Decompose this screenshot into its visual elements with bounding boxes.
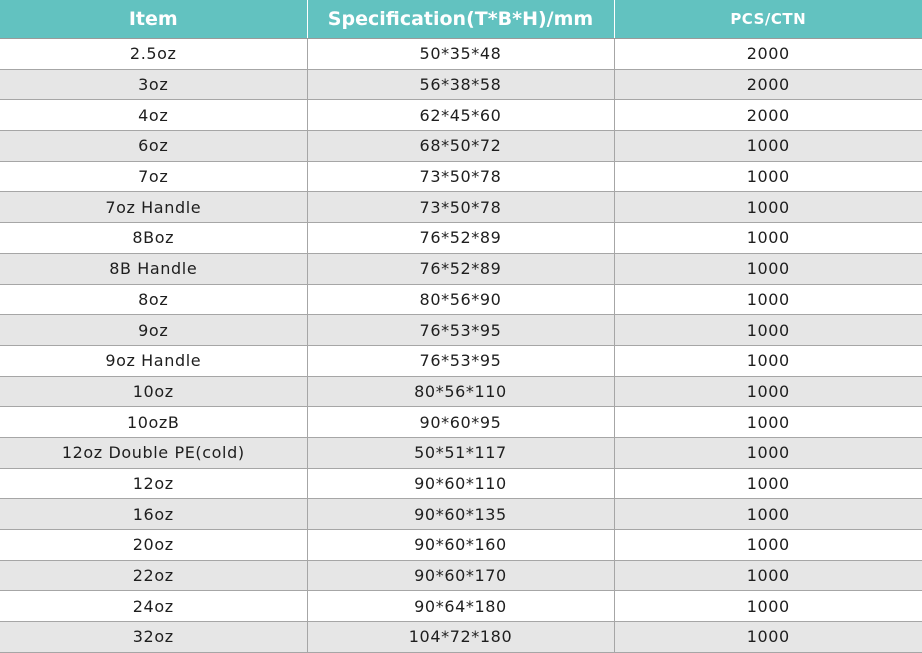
table-row bbox=[0, 253, 922, 284]
cell-pcs-ctn: 1000 bbox=[614, 499, 922, 530]
cell-specification: 76*52*89 bbox=[307, 223, 614, 254]
table-header bbox=[0, 0, 922, 39]
table-row bbox=[0, 345, 922, 376]
cell-specification: 80*56*90 bbox=[307, 284, 614, 315]
cell-pcs-ctn: 1000 bbox=[614, 376, 922, 407]
table-body bbox=[0, 39, 922, 653]
cell-specification: 90*64*180 bbox=[307, 591, 614, 622]
table-row bbox=[0, 407, 922, 438]
cell-item: 10oz bbox=[0, 376, 307, 407]
cell-item: 16oz bbox=[0, 499, 307, 530]
cell-specification: 90*60*110 bbox=[307, 468, 614, 499]
table-row bbox=[0, 499, 922, 530]
table-row bbox=[0, 161, 922, 192]
table-row bbox=[0, 376, 922, 407]
cell-item: 12oz bbox=[0, 468, 307, 499]
cell-item: 22oz bbox=[0, 560, 307, 591]
table-row bbox=[0, 591, 922, 622]
table-row bbox=[0, 223, 922, 254]
cell-specification: 76*52*89 bbox=[307, 253, 614, 284]
cell-item: 7oz Handle bbox=[0, 192, 307, 223]
table-row bbox=[0, 622, 922, 653]
cell-item: 2.5oz bbox=[0, 39, 307, 70]
cell-item: 24oz bbox=[0, 591, 307, 622]
cell-item: 9oz bbox=[0, 315, 307, 346]
table-row bbox=[0, 468, 922, 499]
cell-specification: 73*50*78 bbox=[307, 161, 614, 192]
cell-specification: 104*72*180 bbox=[307, 622, 614, 653]
cell-specification: 76*53*95 bbox=[307, 315, 614, 346]
cell-item: 32oz bbox=[0, 622, 307, 653]
cell-pcs-ctn: 1000 bbox=[614, 591, 922, 622]
column-header-specification: Specification(T*B*H)/mm bbox=[307, 0, 614, 39]
cell-pcs-ctn: 1000 bbox=[614, 192, 922, 223]
table-row bbox=[0, 39, 922, 70]
cell-specification: 90*60*135 bbox=[307, 499, 614, 530]
table-row bbox=[0, 437, 922, 468]
cell-item: 8Boz bbox=[0, 223, 307, 254]
table-row bbox=[0, 530, 922, 561]
cell-item: 12oz Double PE(cold) bbox=[0, 437, 307, 468]
cell-pcs-ctn: 1000 bbox=[614, 161, 922, 192]
table-row bbox=[0, 284, 922, 315]
cell-specification: 80*56*110 bbox=[307, 376, 614, 407]
table-row bbox=[0, 69, 922, 100]
cell-item: 20oz bbox=[0, 530, 307, 561]
cell-item: 9oz Handle bbox=[0, 345, 307, 376]
cell-specification: 62*45*60 bbox=[307, 100, 614, 131]
cell-item: 10ozB bbox=[0, 407, 307, 438]
table-row bbox=[0, 192, 922, 223]
cell-pcs-ctn: 1000 bbox=[614, 622, 922, 653]
cell-specification: 56*38*58 bbox=[307, 69, 614, 100]
column-header-item: Item bbox=[0, 0, 307, 39]
cell-pcs-ctn: 1000 bbox=[614, 407, 922, 438]
cell-pcs-ctn: 1000 bbox=[614, 315, 922, 346]
cell-pcs-ctn: 1000 bbox=[614, 131, 922, 162]
cell-specification: 90*60*160 bbox=[307, 530, 614, 561]
cell-item: 6oz bbox=[0, 131, 307, 162]
cell-pcs-ctn: 1000 bbox=[614, 468, 922, 499]
cell-specification: 68*50*72 bbox=[307, 131, 614, 162]
cell-pcs-ctn: 1000 bbox=[614, 284, 922, 315]
cell-item: 3oz bbox=[0, 69, 307, 100]
cell-pcs-ctn: 1000 bbox=[614, 560, 922, 591]
cell-specification: 90*60*95 bbox=[307, 407, 614, 438]
cell-item: 8oz bbox=[0, 284, 307, 315]
cell-pcs-ctn: 2000 bbox=[614, 100, 922, 131]
cell-pcs-ctn: 2000 bbox=[614, 39, 922, 70]
cell-pcs-ctn: 1000 bbox=[614, 530, 922, 561]
cell-pcs-ctn: 1000 bbox=[614, 345, 922, 376]
table-row bbox=[0, 100, 922, 131]
table-row bbox=[0, 560, 922, 591]
cell-item: 7oz bbox=[0, 161, 307, 192]
cell-specification: 50*51*117 bbox=[307, 437, 614, 468]
table-row bbox=[0, 131, 922, 162]
cell-item: 8B Handle bbox=[0, 253, 307, 284]
cell-pcs-ctn: 1000 bbox=[614, 223, 922, 254]
header-row bbox=[0, 0, 922, 39]
cell-specification: 90*60*170 bbox=[307, 560, 614, 591]
cell-specification: 76*53*95 bbox=[307, 345, 614, 376]
cell-pcs-ctn: 2000 bbox=[614, 69, 922, 100]
cell-specification: 50*35*48 bbox=[307, 39, 614, 70]
cell-pcs-ctn: 1000 bbox=[614, 253, 922, 284]
column-header-pcs-ctn: PCS/CTN bbox=[614, 0, 922, 39]
cell-specification: 73*50*78 bbox=[307, 192, 614, 223]
cell-item: 4oz bbox=[0, 100, 307, 131]
cell-pcs-ctn: 1000 bbox=[614, 437, 922, 468]
table-row bbox=[0, 315, 922, 346]
